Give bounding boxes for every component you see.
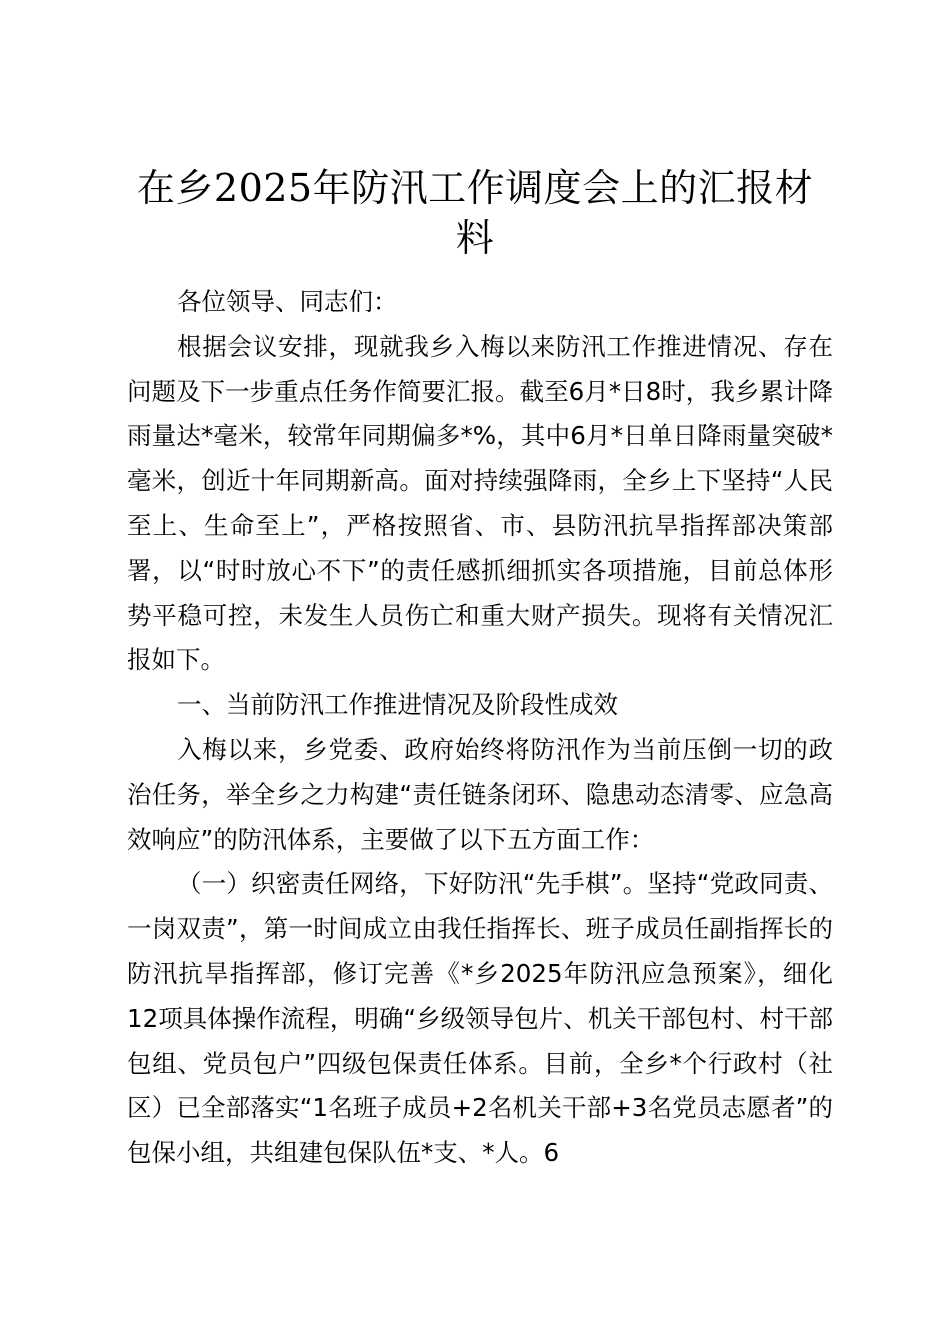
salutation: 各位领导、同志们： <box>177 287 398 316</box>
subsection-paragraph: （一）织密责任网络，下好防汛“先手棋”。坚持“党政同责、一岗双责”，第一时间成立由我任指挥长、班子成员任副指挥长的防汛抗旱指挥部，修订完善《*乡2025年防汛应急预案》，细化12项具体操作流程，明确“乡级领导包片、机关干部包村、村干部包组、党员包户”四级包保责任体系。目前，全乡*个行政村（社区）已全部落实“1名班子成员+2名机关干部+3名党员志愿者”的包保小组，共组建包保队伍*支、*人。6 <box>127 869 833 1168</box>
section-intro-paragraph: 入梅以来，乡党委、政府始终将防汛作为当前压倒一切的政治任务，举全乡之力构建“责任链条闭环、隐患动态清零、应急高效响应”的防汛体系，主要做了以下五方面工作： <box>127 734 833 854</box>
document-title: 在乡2025年防汛工作调度会上的汇报材料 <box>136 166 814 260</box>
intro-paragraph: 根据会议安排，现就我乡入梅以来防汛工作推进情况、存在问题及下一步重点任务作简要汇报。截至6月*日8时，我乡累计降雨量达*毫米，较常年同期偏多*%，其中6月*日单日降雨量突破*毫米，创近十年同期新高。面对持续强降雨，全乡上下坚持“人民至上、生命至上”，严格按照省、市、县防汛抗旱指挥部决策部署，以“时时放心不下”的责任感抓细抓实各项措施，目前总体形势平稳可控，未发生人员伤亡和重大财产损失。现将有关情况汇报如下。 <box>127 331 833 675</box>
document-body <box>127 280 833 1176</box>
section-heading: 一、当前防汛工作推进情况及阶段性成效 <box>177 690 618 720</box>
